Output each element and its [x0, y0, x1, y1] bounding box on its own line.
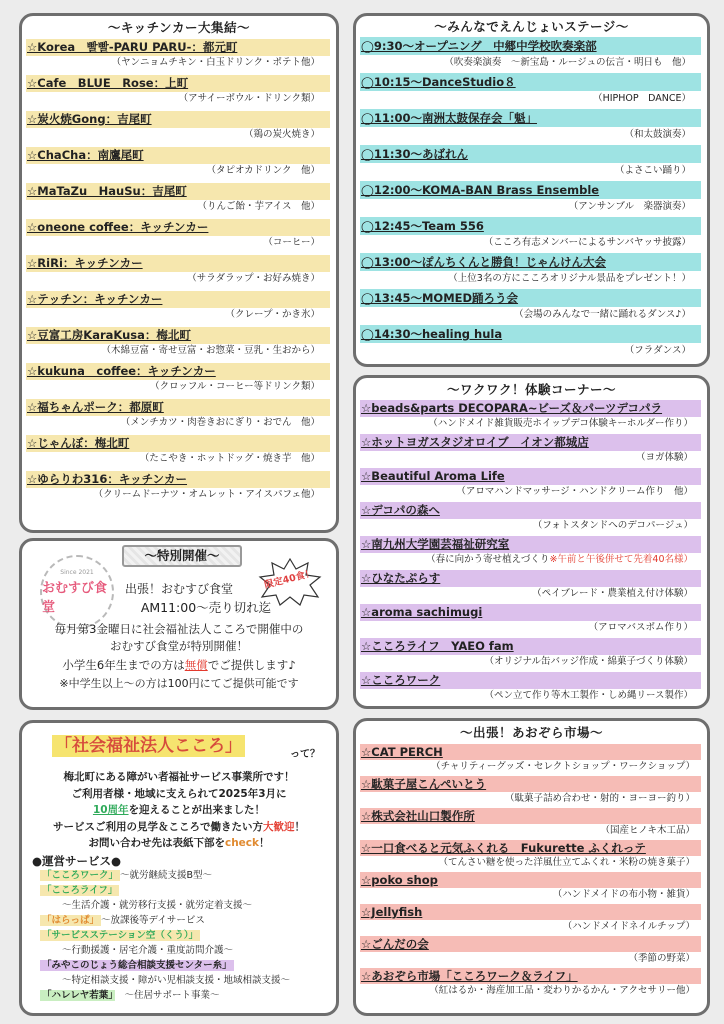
- workshop-item: [356, 502, 707, 533]
- stage-item: [356, 73, 707, 106]
- kitchen-item-name: ☆炭火焼Gong：吉尾町: [26, 111, 330, 128]
- workshop-item-desc: （アロマバスボム作り）: [588, 622, 693, 633]
- stage-item-desc: （上位3名の方にこころオリジナル景品をプレゼント！）: [448, 273, 691, 284]
- kitchen-item-desc: （たこやき・ホットドッグ・焼き芋 他）: [139, 453, 320, 464]
- kitchen-item: [22, 399, 336, 430]
- workshop-list: [356, 400, 707, 703]
- stage-item: [356, 253, 707, 286]
- kitchen-title: ～キッチンカー大集結～: [107, 20, 251, 35]
- stage-item-name: ◯13:00～ぽんちくんと勝負！じゃんけん大会: [360, 253, 701, 271]
- service-line: [40, 929, 328, 942]
- stage-item: [356, 325, 707, 358]
- service-desc: ～就労継続支援B型～: [120, 870, 213, 881]
- kitchen-item: [22, 219, 336, 250]
- stage-item: [356, 145, 707, 178]
- kitchen-item-name: ☆ChaCha：南鷹尾町: [26, 147, 330, 164]
- kitchen-item-desc: （アサイーボウル・ドリンク類）: [178, 93, 320, 104]
- kitchen-item-name: ☆oneone coffee：キッチンカー: [26, 219, 330, 236]
- kitchen-item-name: ☆RiRi：キッチンカー: [26, 255, 330, 272]
- market-item-desc: （紅はるか・海産加工品・変わりかるかん・アクセサリー他）: [429, 985, 695, 996]
- stage-title: ～みんなでえんじょいステージ～: [434, 19, 629, 34]
- kitchen-item-name: ☆kukuna coffee：キッチンカー: [26, 363, 330, 380]
- market-item-desc: （国産ヒノキ木工品）: [600, 825, 695, 836]
- stage-item-name: ◯12:45～Team 556: [360, 217, 701, 235]
- market-item-name: ☆株式会社山口製作所: [360, 808, 701, 824]
- workshop-item: [356, 400, 707, 431]
- workshop-item-desc: （ヨガ体験）: [635, 452, 693, 463]
- logo-since-text: Since 2021: [60, 569, 94, 576]
- stage-item-desc: （和太鼓演奏）: [624, 129, 691, 140]
- kitchen-item-name: ☆Cafe BLUE Rose：上町: [26, 75, 330, 92]
- kitchen-item-desc: （クレープ・かき氷）: [225, 309, 320, 320]
- stage-item-desc: （HIPHOP DANCE）: [593, 93, 691, 104]
- service-desc: ～生活介護・就労移行支援・就労定着支援～: [62, 900, 253, 911]
- workshop-item-desc: （ハンドメイド雑貨販売ホイップデコ体験キーホルダー作り）: [428, 418, 693, 429]
- kokoro-subtitle: って？: [290, 749, 320, 760]
- special-line-5: [28, 657, 330, 674]
- workshop-item: [356, 570, 707, 601]
- stage-panel: [353, 13, 710, 367]
- market-item-desc: （ハンドメイドの布小物・雑貨）: [552, 889, 695, 900]
- market-item-desc: （チャリティーグッズ・セレクトショップ・ワークショップ）: [431, 761, 695, 772]
- kitchen-item-desc: （りんご飴・芋アイス 他）: [197, 201, 320, 212]
- kitchen-item-name: ☆じゃんぼ：梅北町: [26, 435, 330, 452]
- special-line-4: おむすび食堂が特別開催！: [110, 639, 248, 653]
- market-item: [356, 904, 707, 934]
- kokoro-line-4: [28, 819, 330, 836]
- kitchen-item: [22, 363, 336, 394]
- service-line: [62, 944, 328, 957]
- market-item: [356, 840, 707, 870]
- market-item-name: ☆Jellyfish: [360, 904, 701, 920]
- kokoro-line-5: [28, 835, 330, 852]
- stage-item: [356, 109, 707, 142]
- stage-item-desc: （吹奏楽演奏 ～新宝島・ルージュの伝言・明日も 他）: [444, 57, 691, 68]
- service-line: [62, 974, 328, 987]
- kokoro-line-4-a: サービスご利用の見学＆こころで働きたい方: [53, 820, 263, 833]
- special-line-3: 毎月第3金曜日に社会福祉法人こころで開催中の: [54, 622, 304, 636]
- market-item-desc: （季節の野菜）: [628, 953, 695, 964]
- market-list: [356, 744, 707, 998]
- market-panel: [353, 718, 710, 1016]
- kitchen-item-desc: （鶏の炭火焼き）: [243, 129, 320, 140]
- welcome-text: 大歓迎: [262, 820, 295, 833]
- kitchen-item-name: ☆MaTaZu HauSu：吉尾町: [26, 183, 330, 200]
- market-item: [356, 968, 707, 998]
- kokoro-title-text: 「社会福祉法人こころ」: [52, 735, 245, 757]
- workshop-panel: [353, 375, 710, 709]
- special-event-panel: [19, 538, 339, 710]
- stage-item: [356, 37, 707, 70]
- kokoro-line-3-b: を迎えることが出来ました！: [128, 804, 266, 816]
- kitchen-item: [22, 255, 336, 286]
- workshop-item-name: ☆beads&parts DECOPARA~ビーズ＆パーツデコパラ: [360, 400, 701, 417]
- stage-list: [356, 37, 707, 358]
- logo-name-text: おむすび食堂: [42, 581, 108, 615]
- market-item: [356, 808, 707, 838]
- market-item-desc: （ハンドメイドネイルチップ）: [562, 921, 695, 932]
- kitchen-item: [22, 75, 336, 106]
- kitchen-item-desc: （クリームドーナツ・オムレット・アイスパフェ他）: [93, 489, 320, 500]
- kitchen-item-name: ☆テッチン：キッチンカー: [26, 291, 330, 308]
- stage-item-name: ◯11:30～あばれん: [360, 145, 701, 163]
- kokoro-line-2: ご利用者様・地域に支えられて2025年3月に: [71, 787, 287, 800]
- stage-item: [356, 289, 707, 322]
- kitchen-item-desc: （木綿豆富・寄せ豆富・お惣菜・豆乳・生おから）: [101, 345, 320, 356]
- kitchen-list: [22, 39, 336, 502]
- special-line-2: AM11:00～売り切れ迄: [140, 600, 272, 615]
- stage-item-name: ◯11:00～南洲太鼓保存会「魁」: [360, 109, 701, 127]
- workshop-item-desc-main: （春に向かう寄せ植えづくり: [426, 554, 550, 565]
- workshop-item-desc-note: ※午前と午後併せて先着40名様）: [549, 554, 693, 565]
- workshop-item-name: ☆南九州大学園芸福祉研究室: [360, 536, 701, 553]
- stage-item-name: ◯13:45～MOMED踊ろう会: [360, 289, 701, 307]
- workshop-item: [356, 434, 707, 465]
- stage-item-desc: （こころ有志メンバーによるサンバヤッサ披露）: [483, 237, 691, 248]
- service-name: 「こころライフ」: [42, 885, 118, 896]
- market-item-name: ☆poko shop: [360, 872, 701, 888]
- special-line-5-c: でご提供します♪: [207, 658, 296, 672]
- service-name: 「みやこのじょう総合相談支援センター糸」: [42, 960, 232, 971]
- kokoro-intro: [28, 769, 330, 852]
- service-name: 「はらっぱ」: [42, 915, 100, 926]
- market-item-desc: （駄菓子詰め合わせ・射的・ヨーヨー釣り）: [504, 793, 695, 804]
- workshop-item-name: ☆こころワーク: [360, 672, 701, 689]
- service-name: 「こころワーク」: [42, 870, 119, 881]
- kokoro-line-5-a: お問い合わせ先は表紙下部を: [88, 837, 225, 849]
- kitchen-item: [22, 435, 336, 466]
- market-item-name: ☆CAT PERCH: [360, 744, 701, 760]
- workshop-item: [356, 604, 707, 635]
- stage-item-name: ◯14:30～healing hula: [360, 325, 701, 343]
- kitchen-item: [22, 147, 336, 178]
- service-line: [40, 869, 328, 882]
- workshop-item-name: ☆ひなたぷらす: [360, 570, 701, 587]
- workshop-item: [356, 638, 707, 669]
- service-desc: ～行動援護・居宅介護・重度訪問介護～: [62, 945, 234, 956]
- limited-badge-text: 限定40食！: [263, 567, 316, 591]
- workshop-item-desc: （アロマハンドマッサージ・ハンドクリーム作り 他）: [456, 486, 693, 497]
- kitchen-item: [22, 291, 336, 322]
- market-item: [356, 936, 707, 966]
- anniversary-text: 10周年: [92, 804, 129, 816]
- kitchen-item: [22, 111, 336, 142]
- kokoro-line-5-c: ！: [259, 837, 270, 849]
- workshop-item-desc: [360, 553, 701, 567]
- services-heading: ●運営サービス●: [32, 854, 122, 868]
- market-item-name: ☆あおぞら市場「こころワーク＆ライフ」: [360, 968, 701, 984]
- market-item-desc: （てんさい糖を使った洋風仕立てふくれ・米粉の焼き菓子）: [438, 857, 695, 868]
- workshop-item: [356, 672, 707, 703]
- special-title: ～特別開催～: [122, 545, 242, 567]
- service-line: [40, 989, 328, 1002]
- kitchen-item-name: ☆福ちゃんポーク：都原町: [26, 399, 330, 416]
- kokoro-panel: [19, 720, 339, 1016]
- kitchen-item-name: ☆豆富工房KaraKusa：梅北町: [26, 327, 330, 344]
- kitchen-car-panel: [19, 13, 339, 533]
- stage-item-desc: （アンサンブル 楽器演奏）: [568, 201, 691, 212]
- stage-item-name: ◯9:30～オープニング 中郷中学校吹奏楽部: [360, 37, 701, 55]
- special-free-text: 無償: [184, 658, 208, 672]
- market-item: [356, 872, 707, 902]
- kitchen-item: [22, 471, 336, 502]
- market-item-name: ☆駄菓子屋こんぺいとう: [360, 776, 701, 792]
- stage-item-desc: （会場のみんなで一緒に踊れるダンス♪）: [514, 309, 691, 320]
- stage-item-name: ◯10:15～DanceStudio８: [360, 73, 701, 91]
- kitchen-item: [22, 183, 336, 214]
- workshop-item-name: ☆こころライフ YAEO fam: [360, 638, 701, 655]
- service-desc: ～特定相談支援・障がい児相談支援・地域相談支援～: [62, 975, 291, 986]
- service-line: [40, 959, 328, 972]
- stage-item: [356, 181, 707, 214]
- market-title: ～出張！あおぞら市場～: [459, 725, 603, 740]
- special-line-1: 出張！おむすび食堂: [124, 582, 233, 596]
- stage-item-desc: （フラダンス）: [624, 345, 691, 356]
- kitchen-item-name: ☆Korea 빨빨-PARU PARU-：都元町: [26, 39, 330, 56]
- market-item-name: ☆一口食べると元気ふくれる Fukurette ふくれっテ: [360, 840, 701, 856]
- service-line: [40, 884, 328, 897]
- service-desc: ～放課後等デイサービス: [101, 915, 205, 926]
- workshop-item-desc: （ペイブレード・農業植え付け体験）: [532, 588, 693, 599]
- kitchen-item-desc: （ヤンニョムチキン・白玉ドリンク・ポテト他）: [111, 57, 320, 68]
- service-line: [62, 899, 328, 912]
- market-item: [356, 776, 707, 806]
- workshop-item-name: ☆Beautiful Aroma Life: [360, 468, 701, 485]
- stage-item-name: ◯12:00～KOMA-BAN Brass Ensemble: [360, 181, 701, 199]
- check-text: check: [224, 837, 260, 849]
- kokoro-title: [52, 731, 245, 756]
- kitchen-item: [22, 39, 336, 70]
- kitchen-item-desc: （コーヒー）: [263, 237, 320, 248]
- kitchen-item: [22, 327, 336, 358]
- kitchen-item-desc: （クロッフル・コーヒー等ドリンク類）: [150, 381, 320, 392]
- kitchen-item-desc: （メンチカツ・肉巻きおにぎり・おでん 他）: [120, 417, 320, 428]
- service-desc: ～住居サポート事業～: [115, 990, 220, 1001]
- kokoro-line-3: [28, 802, 330, 819]
- workshop-item: [356, 468, 707, 499]
- workshop-item-desc: （ペン立て作り等木工製作・しめ縄リース製作）: [484, 690, 693, 701]
- workshop-item: [356, 536, 707, 567]
- workshop-item-name: ☆aroma sachimugi: [360, 604, 701, 621]
- special-line-6: ※中学生以上～の方は100円にてご提供可能です: [59, 677, 299, 690]
- workshop-item-name: ☆ホットヨガスタジオロイブ イオン都城店: [360, 434, 701, 451]
- stage-item: [356, 217, 707, 250]
- market-item: [356, 744, 707, 774]
- service-line: [40, 914, 328, 927]
- workshop-item-desc: （オリジナル缶バッジ作成・綿菓子づくり体験）: [484, 656, 693, 667]
- special-line-5-a: 小学生6年生までの方は: [62, 658, 185, 672]
- stage-item-desc: （よさこい踊り）: [614, 165, 691, 176]
- kitchen-item-desc: （タピオカドリンク 他）: [206, 165, 320, 176]
- kitchen-item-desc: （サラダラップ・お好み焼き）: [187, 273, 320, 284]
- service-name: 「サービスステーション空（くう）」: [42, 930, 199, 941]
- kitchen-item-name: ☆ゆらりわ316：キッチンカー: [26, 471, 330, 488]
- workshop-item-desc: （フォトスタンドへのデコパージュ）: [532, 520, 693, 531]
- service-name: 「ハレレヤ若葉」: [42, 990, 114, 1001]
- workshop-title: ～ワクワク！体験コーナー～: [446, 382, 616, 397]
- market-item-name: ☆ごんだの会: [360, 936, 701, 952]
- kokoro-line-4-c: ！: [294, 820, 305, 833]
- kokoro-line-1: 梅北町にある障がい者福祉サービス事業所です！: [63, 771, 295, 783]
- workshop-item-name: ☆デコパの森へ: [360, 502, 701, 519]
